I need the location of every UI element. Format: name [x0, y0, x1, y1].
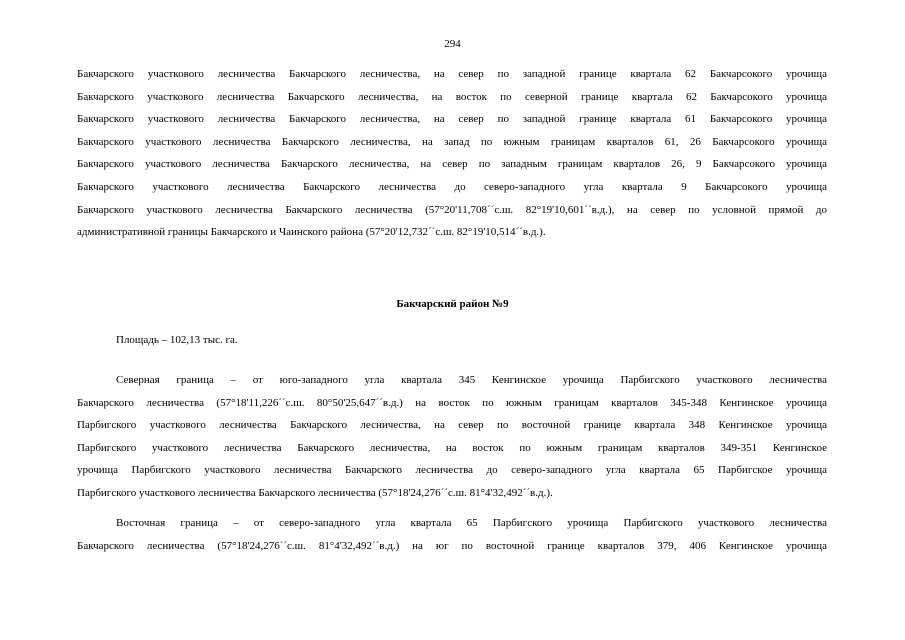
text-line: Парбигского участкового лесничества Бакчарского лесничества, на восток по южным границам кварталов 349-351 Кенгинское — [77, 441, 827, 454]
text-line: Парбигского участкового лесничества Бакчарского лесничества (57°18'24,276´´с.ш. 81°4'32,492´´в.д.). — [77, 486, 553, 499]
text-line: Бакчарского участкового лесничества Бакчарского лесничества, на север по западным границам кварталов 26, 9 Бакчарсокого урочища — [77, 158, 827, 171]
text-line: Бакчарского участкового лесничества Бакчарского лесничества (57°20'11,708´´с.ш. 82°19'10,601´´в.д.), на север по условной прямой до — [77, 203, 827, 216]
text-line: Бакчарского участкового лесничества Бакчарского лесничества, на север по западной границе квартала 61 Бакчарсокого урочища — [77, 113, 827, 126]
text-line: Восточная граница – от северо-западного угла квартала 65 Парбигского урочища Парбигского участкового лесничества — [116, 517, 827, 529]
section-title: Бакчарский район №9 — [396, 298, 509, 310]
text-line: Бакчарского участкового лесничества Бакчарского лесничества, на север по западной границе квартала 62 Бакчарсокого урочища — [77, 68, 827, 80]
text-line: Бакчарского лесничества (57°18'11,226´´с.ш. 80°50'25,647´´в.д.) на восток по южным границам кварталов 345-348 Кенгинское урочища — [77, 396, 827, 409]
text-line: Бакчарского участкового лесничества Бакчарского лесничества, на восток по северной границе квартала 62 Бакчарсокого урочища — [77, 90, 827, 103]
east-boundary-paragraph — [77, 512, 827, 557]
text-line: Северная граница – от юго-западного угла квартала 345 Кенгинское урочища Парбигского участкового лесничества — [116, 374, 827, 386]
area-text: Площадь – 102,13 тыс. га. — [116, 334, 238, 346]
north-boundary-paragraph — [77, 369, 827, 505]
text-line: Бакчарского лесничества (57°18'24,276´´с.ш. 81°4'32,492´´в.д.) на юг по восточной границе кварталов 379, 406 Кенгинское урочища — [77, 539, 827, 552]
intro-paragraph — [77, 63, 827, 244]
text-line: урочища Парбигского участкового лесничества Бакчарского лесничества до северо-западного угла квартала 65 Парбигское урочища — [77, 464, 827, 477]
text-line: Бакчарского участкового лесничества Бакчарского лесничества до северо-западного угла квартала 9 Бакчарсокого урочища — [77, 180, 827, 193]
text-line: Парбигского участкового лесничества Бакчарского лесничества, на север по восточной границе квартала 348 Кенгинское урочища — [77, 419, 827, 432]
text-line: Бакчарского участкового лесничества Бакчарского лесничества, на запад по южным границам кварталов 61, 26 Бакчарсокого урочища — [77, 135, 827, 148]
text-line: административной границы Бакчарского и Чаинского района (57°20'12,732´´с.ш. 82°19'10,514´´в.д.). — [77, 226, 546, 239]
page-number: 294 — [444, 38, 461, 50]
